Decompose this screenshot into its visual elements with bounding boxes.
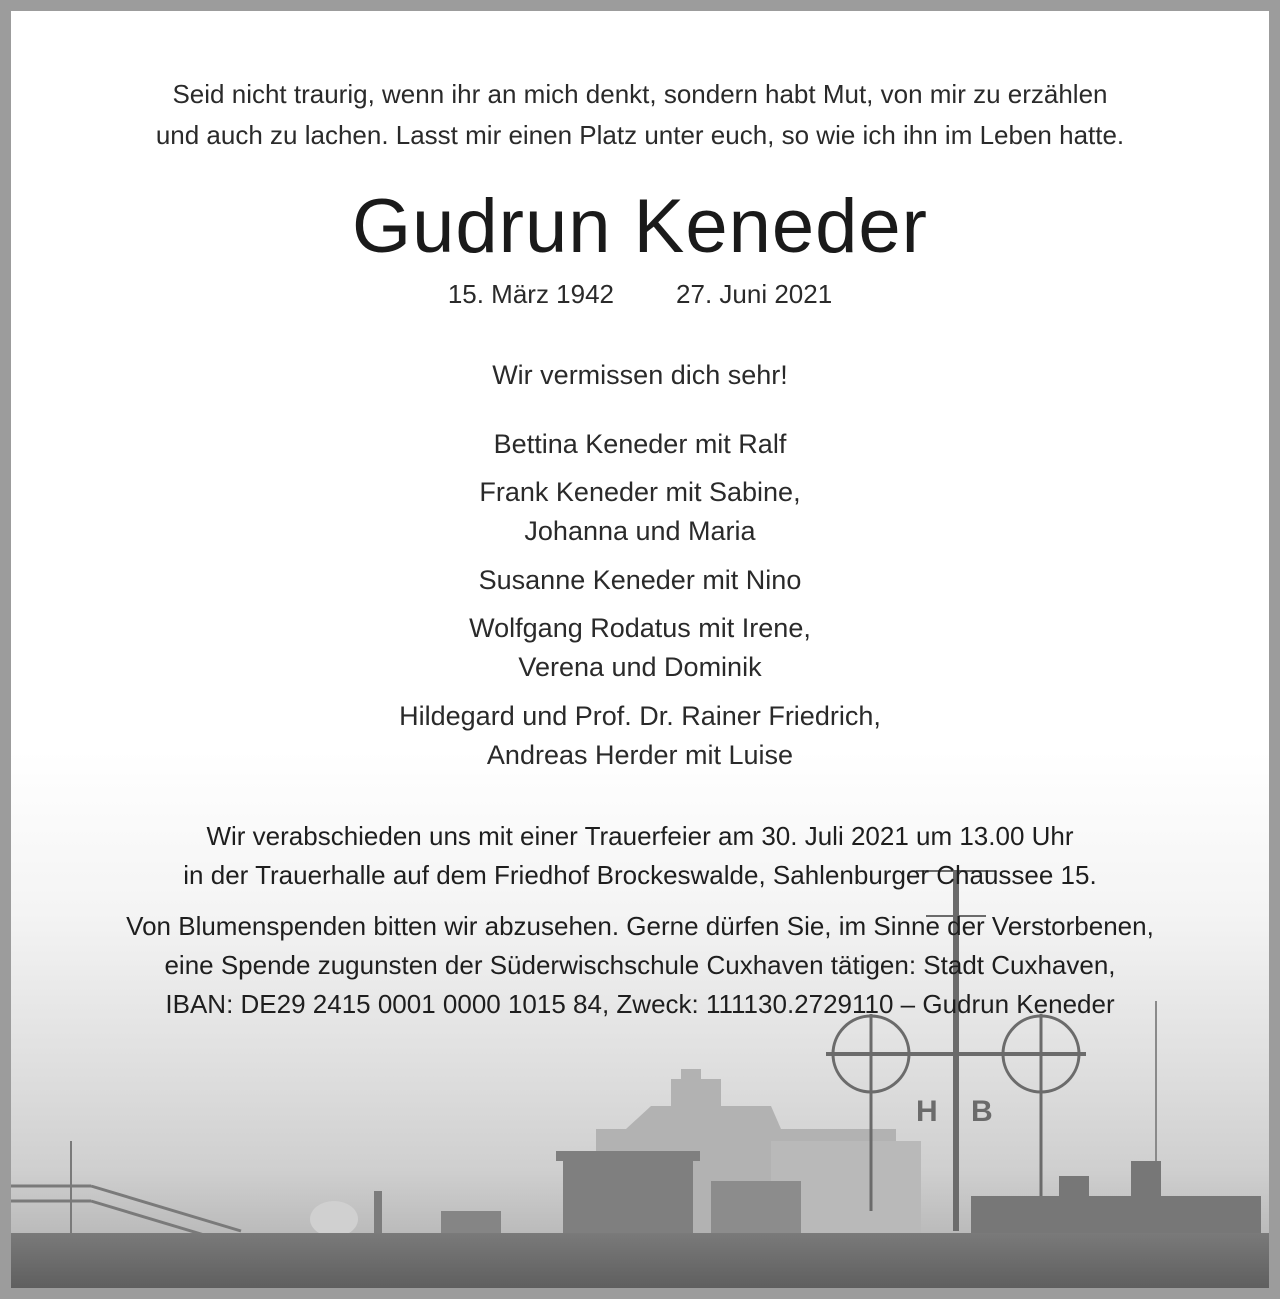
family-line: Johanna und Maria xyxy=(524,516,756,546)
family-line: Bettina Keneder mit Ralf xyxy=(493,429,787,459)
quote-line: und auch zu lachen. Lasst mir einen Platz unter euch, so wie ich ihn im Leben hatte. xyxy=(155,120,1125,150)
birth-date: 15. März 1942 xyxy=(447,279,615,309)
life-dates xyxy=(11,279,1269,310)
death-date: 27. Juni 2021 xyxy=(676,279,833,309)
deceased-name: Gudrun Keneder xyxy=(352,184,928,269)
service-line: Wir verabschieden uns mit einer Trauerfeier am 30. Juli 2021 um 13.00 Uhr xyxy=(206,821,1074,851)
donation-notice xyxy=(11,907,1269,1024)
family-entry xyxy=(11,697,1269,775)
donation-line: Von Blumenspenden bitten wir abzusehen. Gerne dürfen Sie, im Sinne der Verstorbenen, xyxy=(126,911,1154,941)
family-entry xyxy=(11,425,1269,464)
memorial-quote xyxy=(11,74,1269,156)
mast-letter-b: B xyxy=(971,1095,993,1128)
family-line: Susanne Keneder mit Nino xyxy=(478,565,802,595)
mast-letter-h: H xyxy=(916,1095,938,1128)
service-notice xyxy=(11,817,1269,895)
dome-shape xyxy=(310,1201,358,1237)
motto: Wir vermissen dich sehr! xyxy=(492,360,788,390)
family-line: Hildegard und Prof. Dr. Rainer Friedrich, xyxy=(399,701,881,731)
donation-line: eine Spende zugunsten der Süderwischschule Cuxhaven tätigen: Stadt Cuxhaven, xyxy=(164,950,1116,980)
family-entry xyxy=(11,561,1269,600)
family-line: Andreas Herder mit Luise xyxy=(486,740,794,770)
right-structures xyxy=(971,1001,1261,1246)
family-entry xyxy=(11,473,1269,551)
quote-line: Seid nicht traurig, wenn ihr an mich denkt, sondern habt Mut, von mir zu erzählen xyxy=(172,79,1108,109)
family-line: Verena und Dominik xyxy=(518,652,762,682)
family-line: Wolfgang Rodatus mit Irene, xyxy=(469,613,811,643)
donation-line: IBAN: DE29 2415 0001 0000 1015 84, Zweck: 111130.2729110 – Gudrun Keneder xyxy=(165,989,1115,1019)
service-line: in der Trauerhalle auf dem Friedhof Brockeswalde, Sahlenburger Chaussee 15. xyxy=(183,860,1097,890)
ground-strip xyxy=(11,1233,1269,1288)
pier-bridge xyxy=(11,1141,241,1246)
family-line: Frank Keneder mit Sabine, xyxy=(479,477,801,507)
family-entry xyxy=(11,609,1269,687)
